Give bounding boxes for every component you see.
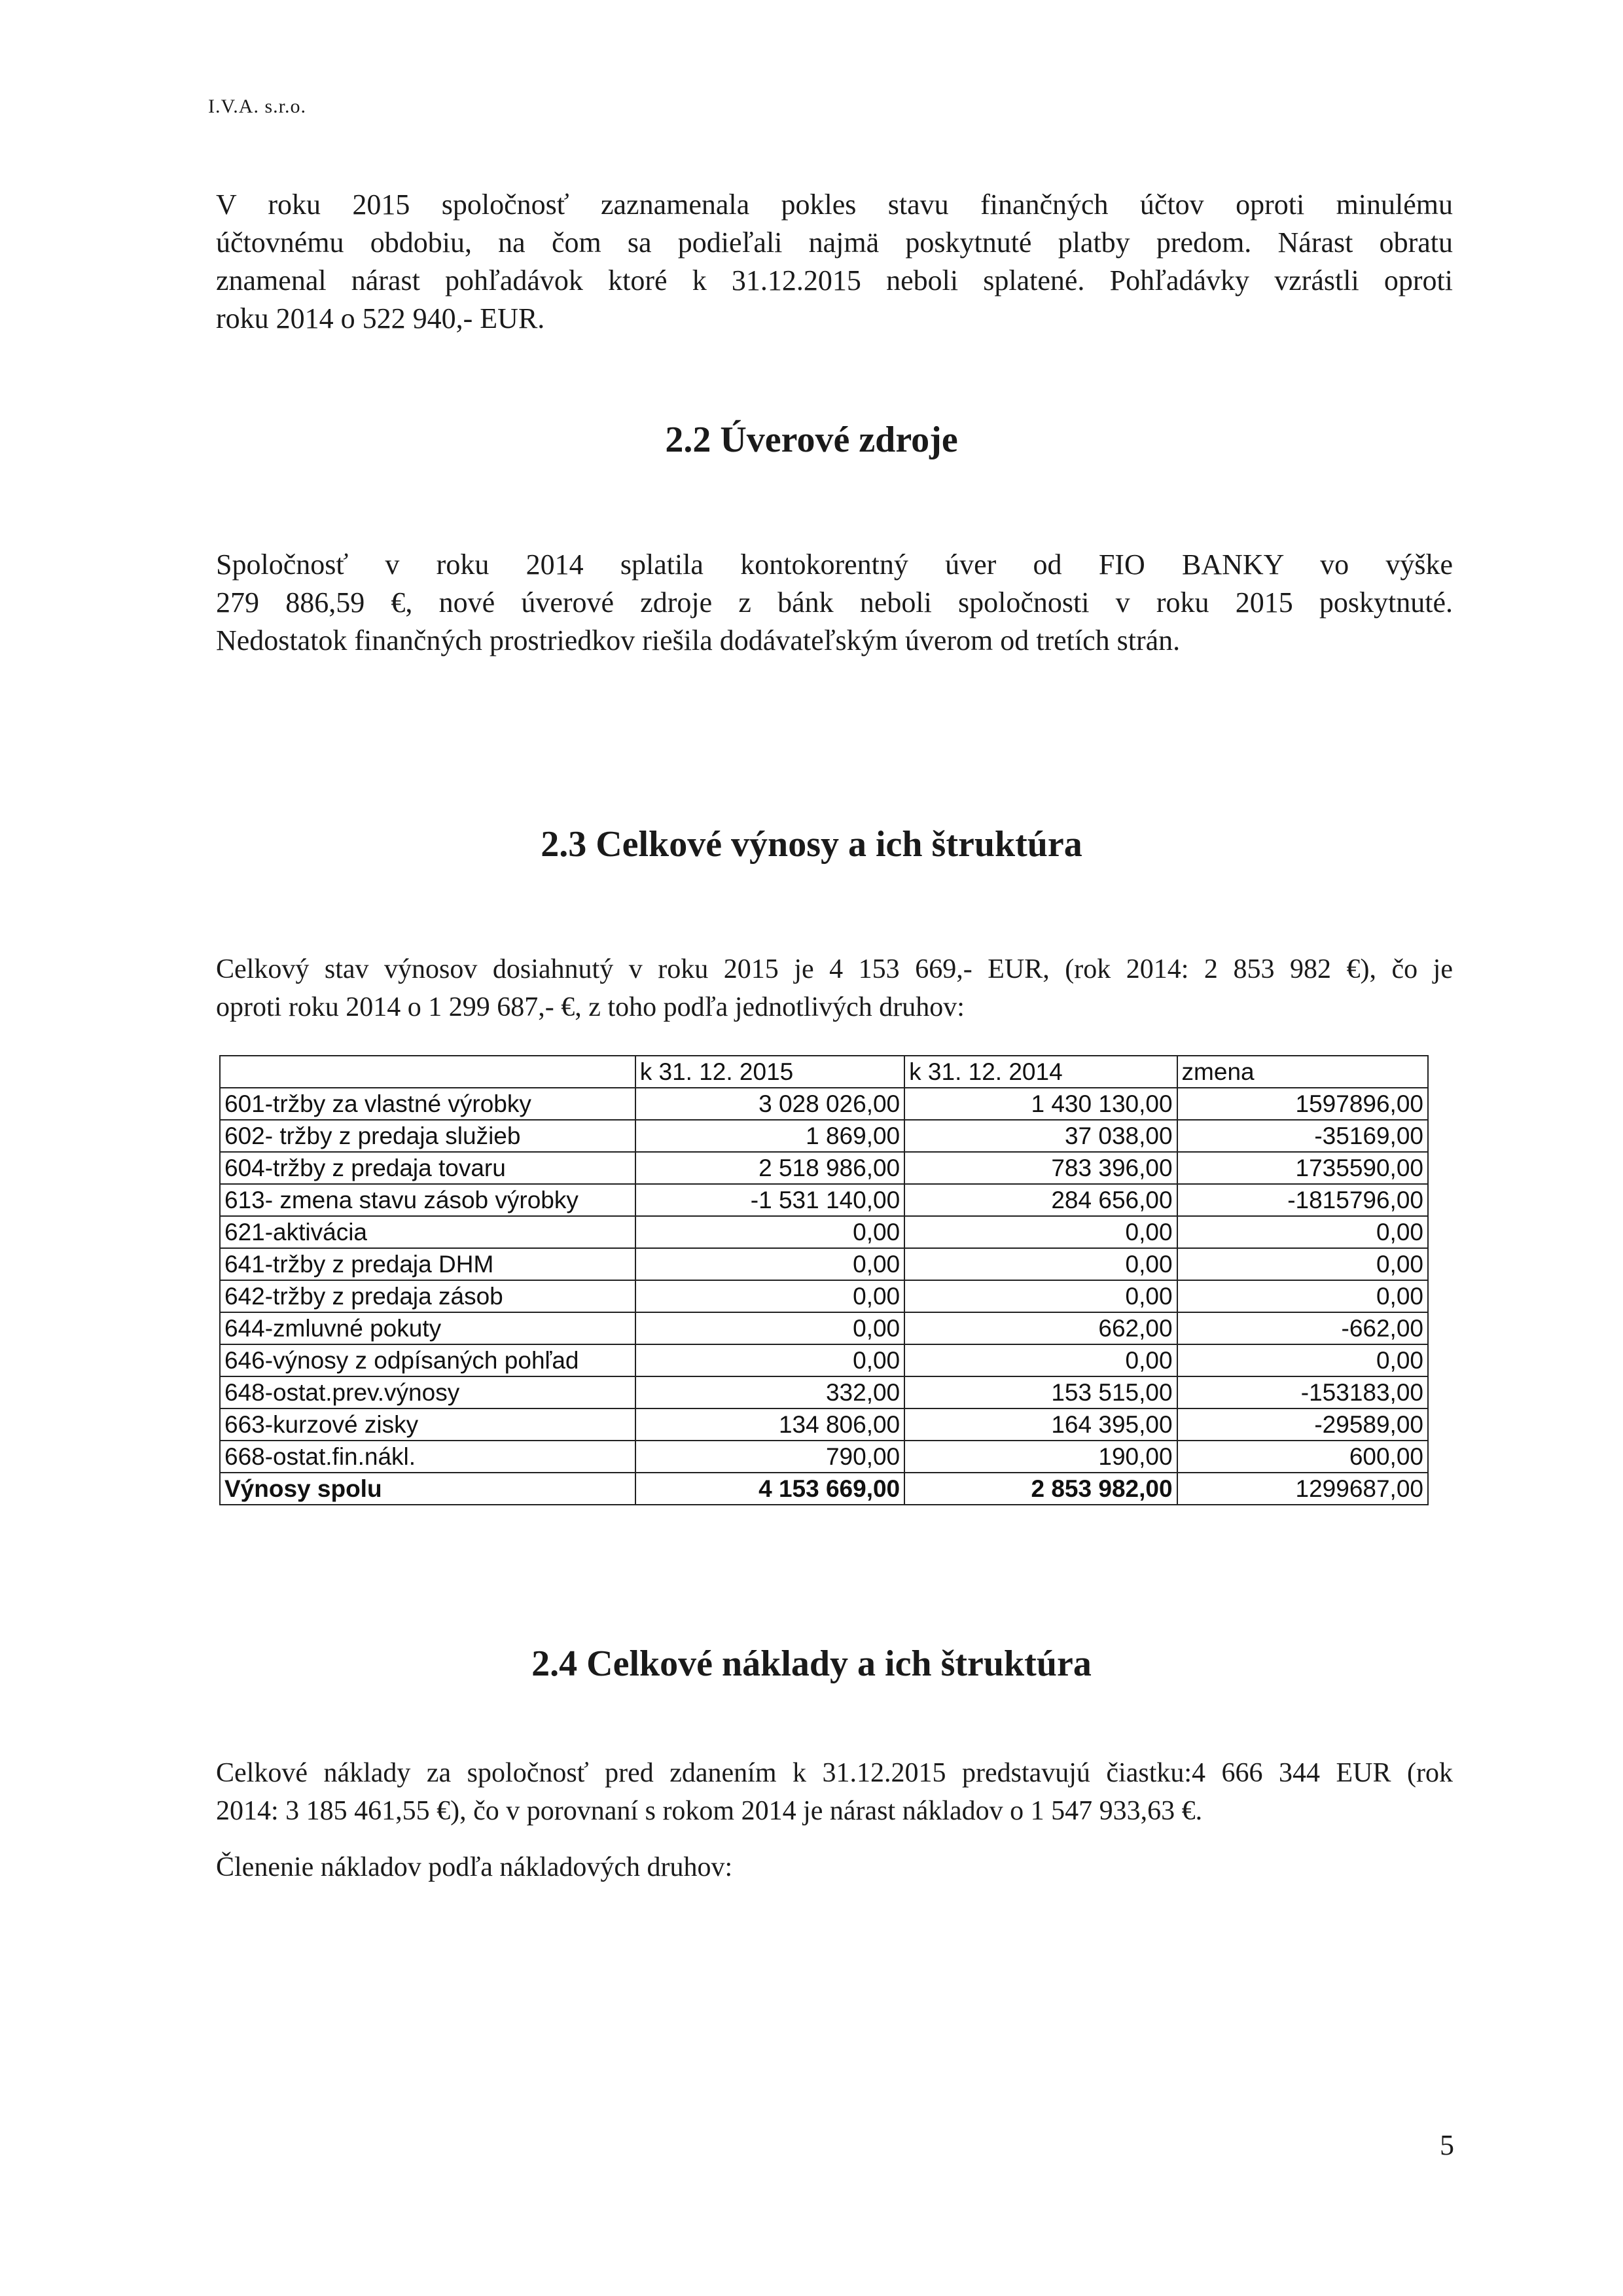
total-2014-cell: 2 853 982,00 xyxy=(904,1473,1177,1505)
item-cell: 642-tržby z predaja zásob xyxy=(220,1280,635,1312)
table-row xyxy=(220,1376,1428,1408)
paragraph-line: Celkové náklady za spoločnosť pred zdanením k 31.12.2015 predstavujú čiastku:4 666 344 EUR (rok xyxy=(216,1758,1453,1788)
item-cell: 613- zmena stavu zásob výrobky xyxy=(220,1184,635,1216)
value-2014-cell: 0,00 xyxy=(904,1216,1177,1248)
header-cell: k 31. 12. 2014 xyxy=(904,1056,1177,1088)
section-2-2-paragraph xyxy=(216,546,1453,660)
item-cell: 621-aktivácia xyxy=(220,1216,635,1248)
intro-line: V roku 2015 spoločnosť zaznamenala pokles stavu finančných účtov oproti minulému xyxy=(216,188,1453,221)
table-row xyxy=(220,1248,1428,1280)
intro-paragraph xyxy=(216,186,1453,338)
value-2015-cell: 0,00 xyxy=(635,1312,904,1344)
change-cell: -29589,00 xyxy=(1177,1408,1428,1441)
intro-line: roku 2014 o 522 940,- EUR. xyxy=(216,302,545,334)
value-2014-cell: 0,00 xyxy=(904,1248,1177,1280)
value-2015-cell: -1 531 140,00 xyxy=(635,1184,904,1216)
change-cell: 0,00 xyxy=(1177,1216,1428,1248)
change-cell: -662,00 xyxy=(1177,1312,1428,1344)
item-cell: 601-tržby za vlastné výrobky xyxy=(220,1088,635,1120)
value-2014-cell: 0,00 xyxy=(904,1280,1177,1312)
paragraph-line: Členenie nákladov podľa nákladových druhov: xyxy=(216,1852,733,1882)
change-cell: 0,00 xyxy=(1177,1344,1428,1376)
change-cell: 1597896,00 xyxy=(1177,1088,1428,1120)
value-2015-cell: 0,00 xyxy=(635,1344,904,1376)
table-row xyxy=(220,1088,1428,1120)
intro-line: účtovnému obdobiu, na čom sa podieľali najmä poskytnuté platby predom. Nárast obratu xyxy=(216,226,1453,259)
table-row xyxy=(220,1280,1428,1312)
intro-line: znamenal nárast pohľadávok ktoré k 31.12.2015 neboli splatené. Pohľadávky vzrástli oproti xyxy=(216,264,1453,296)
item-cell: 602- tržby z predaja služieb xyxy=(220,1120,635,1152)
item-cell: 646-výnosy z odpísaných pohľad xyxy=(220,1344,635,1376)
paragraph-line: Spoločnosť v roku 2014 splatila kontokorentný úver od FIO BANKY vo výške xyxy=(216,548,1453,581)
table-row xyxy=(220,1152,1428,1184)
value-2015-cell: 0,00 xyxy=(635,1248,904,1280)
table-total-row xyxy=(220,1473,1428,1505)
change-cell: -153183,00 xyxy=(1177,1376,1428,1408)
value-2014-cell: 284 656,00 xyxy=(904,1184,1177,1216)
change-cell: 0,00 xyxy=(1177,1280,1428,1312)
section-2-2-heading: 2.2 Úverové zdroje xyxy=(665,420,958,460)
item-cell: 668-ostat.fin.nákl. xyxy=(220,1441,635,1473)
item-cell: 604-tržby z predaja tovaru xyxy=(220,1152,635,1184)
value-2015-cell: 0,00 xyxy=(635,1216,904,1248)
value-2014-cell: 1 430 130,00 xyxy=(904,1088,1177,1120)
value-2015-cell: 0,00 xyxy=(635,1280,904,1312)
total-change-cell: 1299687,00 xyxy=(1177,1473,1428,1505)
page-number: 5 xyxy=(1440,2129,1454,2161)
revenue-table xyxy=(219,1055,1429,1505)
header-cell xyxy=(220,1056,635,1088)
section-2-4-heading: 2.4 Celkové náklady a ich štruktúra xyxy=(531,1643,1092,1684)
change-cell: 0,00 xyxy=(1177,1248,1428,1280)
table-row xyxy=(220,1216,1428,1248)
value-2014-cell: 37 038,00 xyxy=(904,1120,1177,1152)
change-cell: -35169,00 xyxy=(1177,1120,1428,1152)
paragraph-line: Celkový stav výnosov dosiahnutý v roku 2015 je 4 153 669,- EUR, (rok 2014: 2 853 982 €), čo je xyxy=(216,954,1453,984)
value-2015-cell: 134 806,00 xyxy=(635,1408,904,1441)
item-cell: 644-zmluvné pokuty xyxy=(220,1312,635,1344)
change-cell: -1815796,00 xyxy=(1177,1184,1428,1216)
value-2015-cell: 1 869,00 xyxy=(635,1120,904,1152)
cost-breakdown-label xyxy=(216,1848,1453,1886)
value-2014-cell: 153 515,00 xyxy=(904,1376,1177,1408)
value-2014-cell: 190,00 xyxy=(904,1441,1177,1473)
paragraph-line: 2014: 3 185 461,55 €), čo v porovnaní s rokom 2014 je nárast nákladov o 1 547 933,63 €. xyxy=(216,1796,1203,1826)
value-2015-cell: 790,00 xyxy=(635,1441,904,1473)
table-row xyxy=(220,1441,1428,1473)
item-cell: 641-tržby z predaja DHM xyxy=(220,1248,635,1280)
value-2014-cell: 662,00 xyxy=(904,1312,1177,1344)
header-cell: k 31. 12. 2015 xyxy=(635,1056,904,1088)
section-2-3-paragraph xyxy=(216,950,1453,1026)
table-row xyxy=(220,1344,1428,1376)
value-2014-cell: 783 396,00 xyxy=(904,1152,1177,1184)
section-2-3-heading: 2.3 Celkové výnosy a ich štruktúra xyxy=(541,824,1082,865)
table-row xyxy=(220,1408,1428,1441)
company-header: I.V.A. s.r.o. xyxy=(208,96,306,117)
value-2015-cell: 3 028 026,00 xyxy=(635,1088,904,1120)
change-cell: 1735590,00 xyxy=(1177,1152,1428,1184)
total-2015-cell: 4 153 669,00 xyxy=(635,1473,904,1505)
table-header-row xyxy=(220,1056,1428,1088)
value-2015-cell: 2 518 986,00 xyxy=(635,1152,904,1184)
table-row xyxy=(220,1312,1428,1344)
header-cell: zmena xyxy=(1177,1056,1428,1088)
paragraph-line: Nedostatok finančných prostriedkov riešila dodávateľským úverom od tretích strán. xyxy=(216,624,1181,656)
table-row xyxy=(220,1184,1428,1216)
item-cell: 648-ostat.prev.výnosy xyxy=(220,1376,635,1408)
paragraph-line: 279 886,59 €, nové úverové zdroje z bánk neboli spoločnosti v roku 2015 poskytnuté. xyxy=(216,586,1453,619)
table-row xyxy=(220,1120,1428,1152)
section-2-4-paragraph xyxy=(216,1754,1453,1830)
change-cell: 600,00 xyxy=(1177,1441,1428,1473)
total-label-cell: Výnosy spolu xyxy=(220,1473,635,1505)
value-2014-cell: 0,00 xyxy=(904,1344,1177,1376)
paragraph-line: oproti roku 2014 o 1 299 687,- €, z toho podľa jednotlivých druhov: xyxy=(216,992,965,1022)
value-2015-cell: 332,00 xyxy=(635,1376,904,1408)
item-cell: 663-kurzové zisky xyxy=(220,1408,635,1441)
value-2014-cell: 164 395,00 xyxy=(904,1408,1177,1441)
